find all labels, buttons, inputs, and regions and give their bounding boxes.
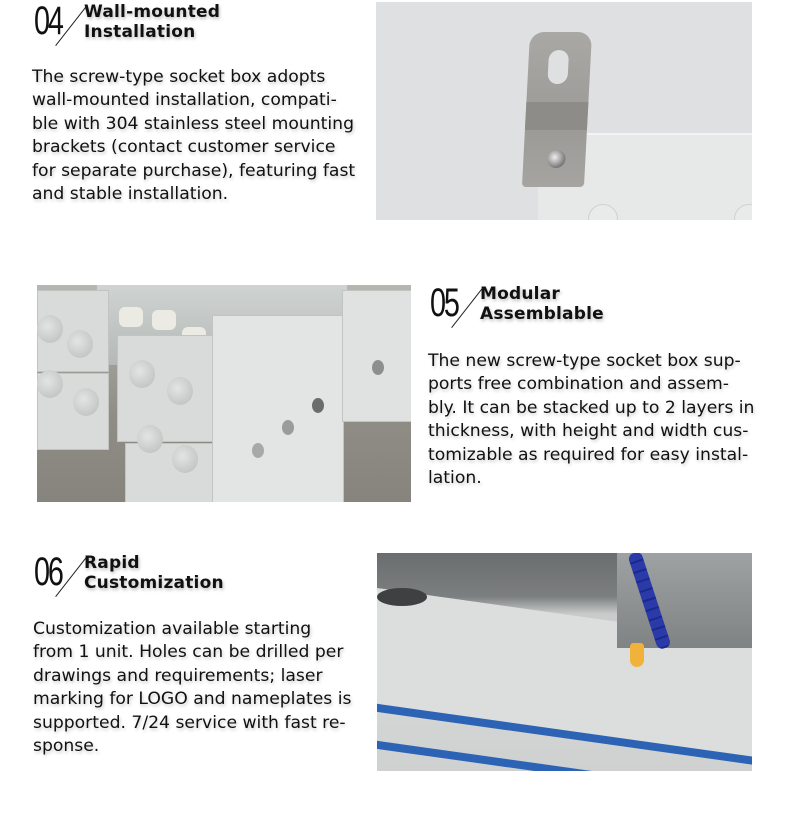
section-title: Wall-mounted Installation [84,2,221,42]
section-title: Rapid Customization [84,553,224,593]
section-number: 05 [430,281,458,325]
section-04-heading [34,2,220,42]
section-title: Modular Assemblable [480,284,604,324]
cnc-drilling-photo [377,553,752,771]
section-06-description: Customization available starting from 1 unit. Holes can be drilled per drawings and requirements; laser marking for LOGO and nameplates is supported. 7/24 service with fast re- sponse. [33,619,352,757]
mounting-bracket [522,32,592,187]
section-04-description: The screw-type socket box adopts wall-mounted installation, compati- ble with 304 stainless steel mounting brackets (contact customer service for separate purchase), featuring fast and stable installation. [32,67,356,205]
modular-boxes-photo [37,285,411,502]
section-06-heading [34,550,224,594]
section-number: 04 [34,0,62,43]
section-05-description: The new screw-type socket box sup- ports free combination and assem- bly. It can be stacked up to 2 layers in thickness, with height and width cus- tomizable as required for easy instal- lation. [428,351,755,489]
screw-icon [547,150,566,168]
bracket-slot [547,50,569,84]
drilled-hole [377,588,427,606]
section-05-heading [430,281,604,325]
coolant-nozzle [630,643,644,667]
bracket-photo [376,2,752,220]
section-number: 06 [34,550,62,594]
